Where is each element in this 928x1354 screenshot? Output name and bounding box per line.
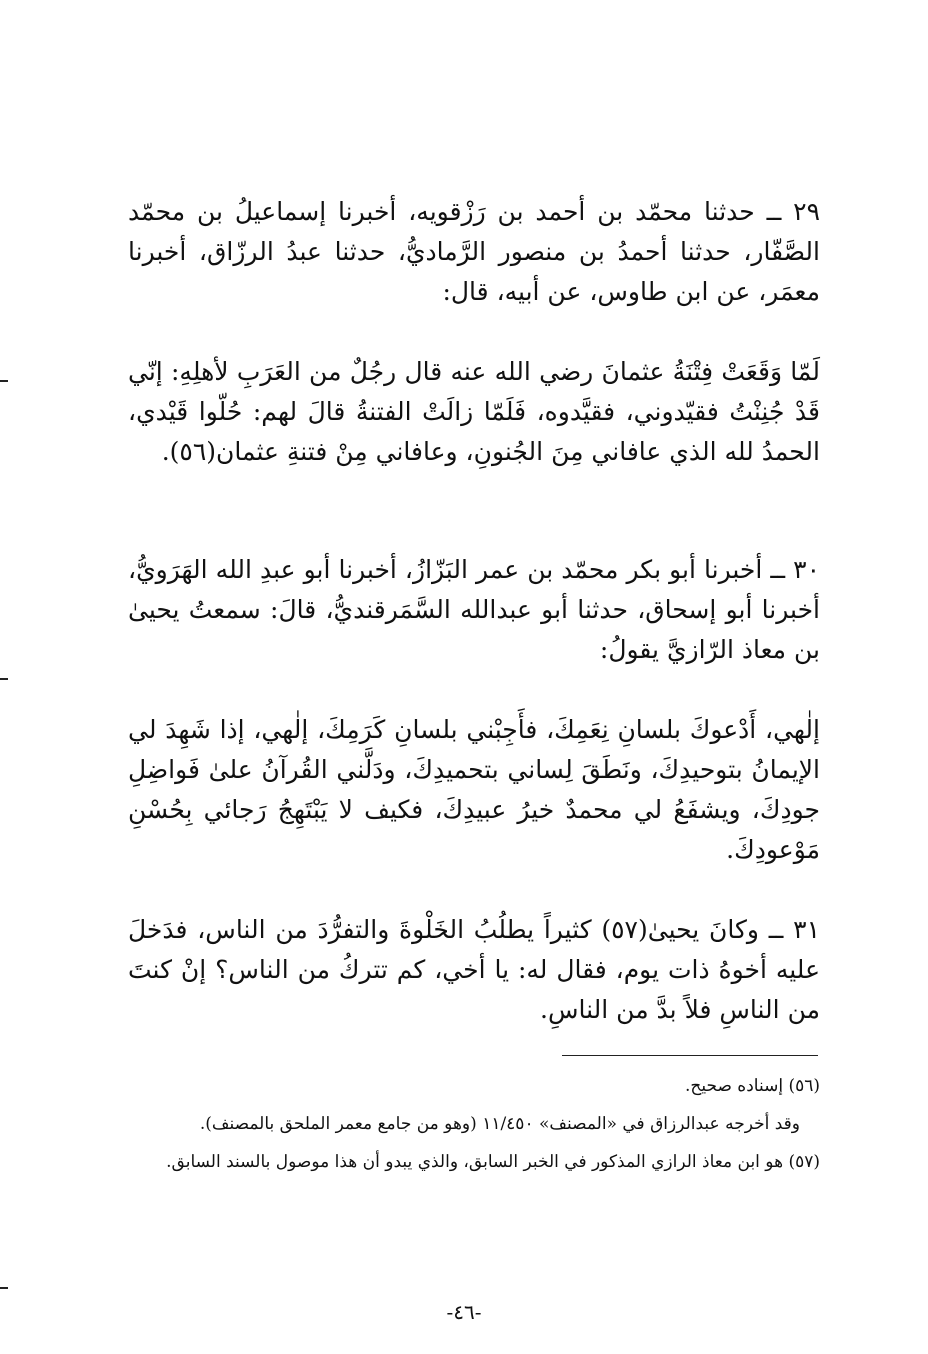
entry-31-text: ٣١ ــ وكانَ يحيىٰ(٥٧) كثيراً يطلُبُ الخَلْوةَ والتفرُّدَ من الناس، فدَخلَ عليه أخوهُ ذات يوم، فقال له: يا أخي، كم تتركُ من الناس؟ إنْ كنتَ من الناسِ فلاً بدَّ من الناسِ. — [128, 915, 820, 1024]
entry-29-isnad: ٢٩ ــ حدثنا محمّد بن أحمد بن رَزْقويه، أخبرنا إسماعيلُ بن محمّد الصَّفّار، حدثنا أحمدُ بن منصور الرَّماديُّ، حدثنا عبدُ الرزّاق، أخبرنا معمَر، عن ابن طاوس، عن أبيه، قال: — [128, 197, 820, 306]
footnotes — [140, 1070, 820, 1184]
scan-edge-mark — [0, 1287, 8, 1289]
scan-edge-mark — [0, 678, 8, 680]
footnote-56-continuation: وقد أخرجه عبدالرزاق في «المصنف» ١١/٤٥٠ (وهو من جامع معمر الملحق بالمصنف). — [199, 1114, 800, 1134]
scan-edge-mark — [0, 380, 8, 382]
footnote-57: (٥٧) هو ابن معاذ الرازي المذكور في الخبر السابق، والذي يبدو أن هذا موصول بالسند السابق. — [166, 1152, 820, 1172]
entry-30-isnad: ٣٠ ــ أخبرنا أبو بكر محمّد بن عمر البَزّازُ، أخبرنا أبو عبدِ الله الهَرَويُّ، أخبرنا أبو إسحاق، حدثنا أبو عبدالله السَّمَرقنديُّ، قالَ: سمعتُ يحيىٰ بن معاذ الرّازيَّ يقولُ: — [128, 555, 820, 664]
entry-30-text: إلٰهي، أَدْعوكَ بلسانِ نِعَمِكَ، فأَجِبْني بلسانِ كَرَمِكَ، إلٰهي، إذا شَهِدَ لي الإيمانُ بتوحيدِكَ، ونَطَقَ لِساني بتحميدِكَ، ودَلَّني القُرآنُ علىٰ فَواضِلِ جودِكَ، ويشفَعُ لي محمدٌ خيرُ عبيدِكَ، فكيف لا يَبْتَهِجُ رَجائي بِحُسْنِ مَوْعودِكَ. — [128, 715, 820, 864]
footnote-56: (٥٦) إسناده صحيح. — [684, 1076, 820, 1096]
page-number: -٤٦- — [446, 1300, 482, 1324]
footnote-separator — [562, 1055, 818, 1056]
entry-29-text: لَمّا وَقَعَتْ فِتْنَةُ عثمانَ رضي الله عنه قال رجُلٌ من العَرَبِ لأهلِهِ: إنّي قَدْ جُنِنْتُ فقيّدوني، فقيَّدوه، فَلَمّا زالَتْ الفتنةُ قالَ لهم: حُلّوا قَيْدي، الحمدُ لله الذي عافاني مِنَ الجُنونِ، وعافاني مِنْ فتنةِ عثمان(٥٦). — [128, 357, 820, 466]
